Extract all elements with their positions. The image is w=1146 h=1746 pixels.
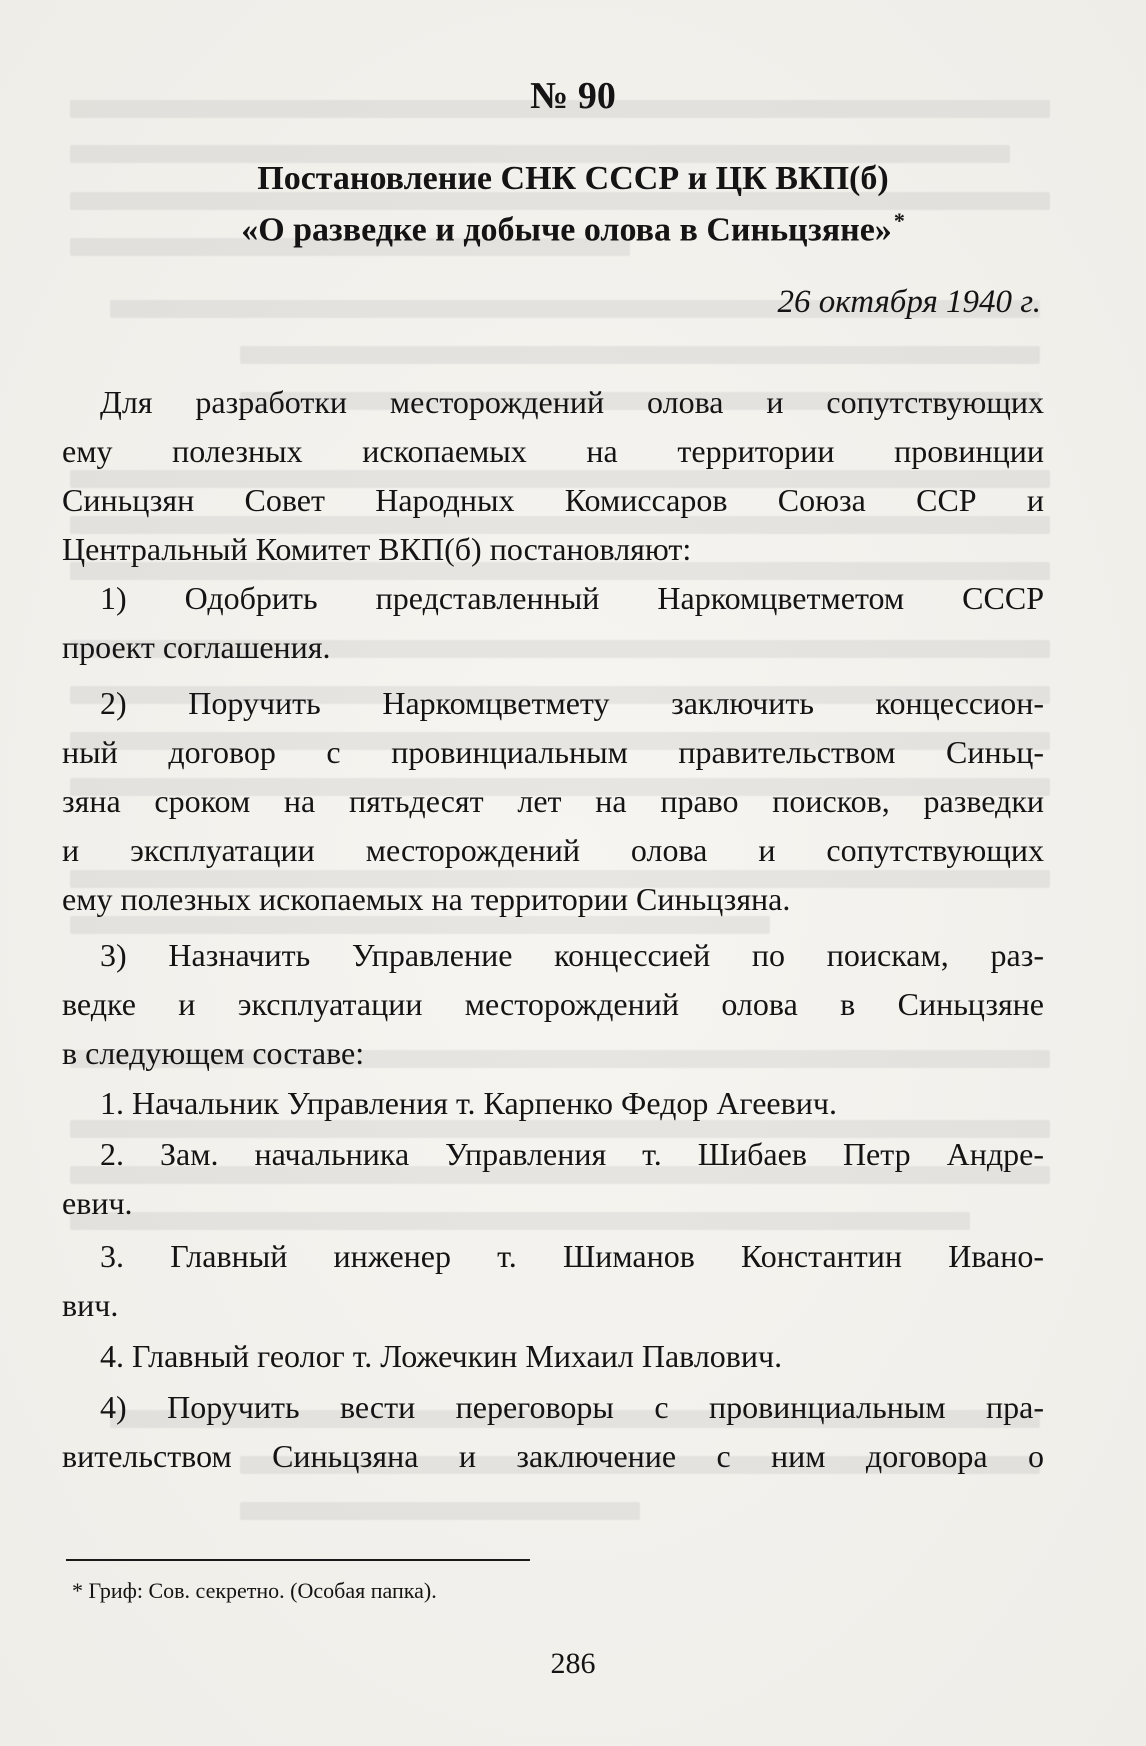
body-line: 3. Главный инженер т. Шиманов Константин Ивано-	[100, 1238, 1044, 1274]
body-line: 4. Главный геолог т. Ложечкин Михаил Павлович.	[100, 1338, 783, 1374]
body-line: вительством Синьцзяна и заключение с ним договора о	[62, 1438, 1044, 1474]
body-line: Синьцзян Совет Народных Комиссаров Союза ССР и	[62, 482, 1044, 518]
footnote-divider	[66, 1559, 530, 1561]
body-line: 2) Поручить Наркомцветмету заключить концессион-	[100, 685, 1044, 721]
document-title-line-2	[0, 208, 1146, 249]
document-title-text: «О разведке и добыче олова в Синьцзяне»	[241, 211, 892, 249]
document-date: 26 октября 1940 г.	[777, 284, 1041, 320]
document-number: № 90	[530, 75, 616, 117]
footnote-reference-mark: *	[893, 208, 905, 233]
body-line: Центральный Комитет ВКП(б) постановляют:	[62, 531, 692, 567]
document-title-line-1: Постановление СНК СССР и ЦК ВКП(б)	[257, 160, 889, 197]
body-line: ный договор с провинциальным правительством Синьц-	[62, 734, 1044, 770]
footnote: * Гриф: Сов. секретно. (Особая папка).	[72, 1578, 437, 1603]
body-line: и эксплуатации месторождений олова и сопутствующих	[62, 832, 1044, 868]
page-number: 286	[550, 1647, 596, 1680]
body-line: Для разработки месторождений олова и сопутствующих	[100, 384, 1044, 420]
body-line: вич.	[62, 1287, 119, 1323]
body-line: ему полезных ископаемых на территории Синьцзяна.	[62, 881, 791, 917]
body-line: евич.	[62, 1185, 133, 1221]
body-line: 1. Начальник Управления т. Карпенко Федор Агеевич.	[100, 1085, 837, 1121]
body-line: ему полезных ископаемых на территории провинции	[62, 433, 1044, 469]
body-line: 3) Назначить Управление концессией по поискам, раз-	[100, 937, 1044, 973]
body-line: ведке и эксплуатации месторождений олова в Синьцзяне	[62, 986, 1044, 1022]
body-line: зяна сроком на пятьдесят лет на право поисков, разведки	[62, 783, 1044, 819]
body-line: 1) Одобрить представленный Наркомцветметом СССР	[100, 580, 1044, 616]
body-line: проект соглашения.	[62, 629, 331, 665]
body-line: в следующем составе:	[62, 1035, 365, 1071]
body-line: 2. Зам. начальника Управления т. Шибаев Петр Андре-	[100, 1136, 1044, 1172]
body-line: 4) Поручить вести переговоры с провинциальным пра-	[100, 1389, 1044, 1425]
